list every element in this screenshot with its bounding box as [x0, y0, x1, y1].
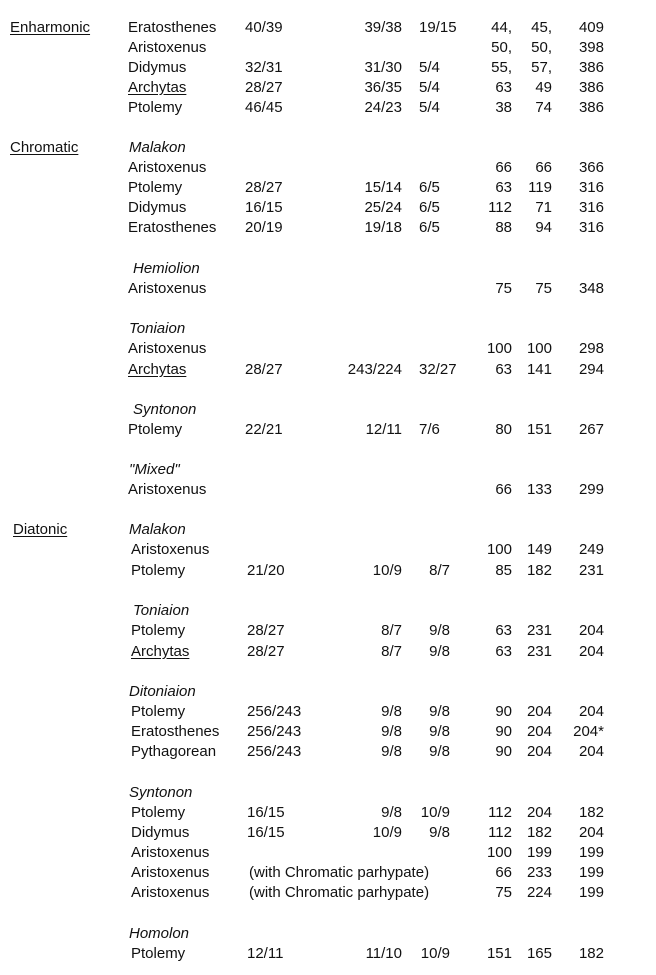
cents-cell: 50, — [531, 39, 552, 56]
cents-cell: 204* — [573, 723, 604, 740]
ratio-cell: 9/8 — [429, 703, 450, 720]
author-cell: Ptolemy — [131, 562, 186, 579]
ratio-cell: 24/23 — [364, 99, 402, 116]
ratio-cell: 16/15 — [245, 199, 283, 216]
author-cell: Archytas — [128, 79, 187, 96]
ratio-cell: 28/27 — [245, 179, 283, 196]
author-cell: Aristoxenus — [131, 884, 210, 901]
cents-cell: 231 — [526, 622, 552, 639]
shade-label: Hemiolion — [133, 260, 200, 277]
cents-cell: 316 — [578, 199, 604, 216]
ratio-cell: 256/243 — [247, 743, 302, 760]
author-cell: Ptolemy — [131, 945, 186, 962]
author-cell: Ptolemy — [131, 804, 186, 821]
cents-cell: 204 — [526, 723, 552, 740]
ratio-cell: 12/11 — [365, 421, 402, 438]
author-cell: Ptolemy — [128, 421, 183, 438]
author-cell: Aristoxenus — [128, 340, 207, 357]
ratio-cell: 9/8 — [429, 643, 450, 660]
cents-cell: 57, — [531, 59, 552, 76]
cents-cell: 49 — [535, 79, 552, 96]
cents-cell: 204 — [578, 743, 604, 760]
cents-cell: 80 — [495, 421, 512, 438]
cents-cell: 149 — [526, 541, 552, 558]
cents-cell: 386 — [578, 59, 604, 76]
ratio-cell: 31/30 — [364, 59, 402, 76]
ratio-cell: 12/11 — [247, 945, 284, 962]
genus-label: Enharmonic — [10, 19, 91, 36]
ratio-cell: 9/8 — [381, 723, 402, 740]
ratio-cell: 5/4 — [419, 99, 440, 116]
cents-cell: 63 — [495, 643, 512, 660]
ratio-cell: 9/8 — [381, 703, 402, 720]
cents-cell: 90 — [495, 743, 512, 760]
ratio-cell: 28/27 — [247, 643, 285, 660]
cents-cell: 66 — [495, 864, 512, 881]
author-cell: Aristoxenus — [131, 844, 210, 861]
ratio-cell: 256/243 — [247, 703, 302, 720]
cents-cell: 151 — [526, 421, 552, 438]
shade-label: Toniaion — [133, 602, 190, 619]
cents-cell: 182 — [526, 562, 552, 579]
cents-cell: 74 — [535, 99, 552, 116]
author-cell: Ptolemy — [128, 99, 183, 116]
cents-cell: 100 — [486, 541, 512, 558]
author-cell: Archytas — [128, 361, 187, 378]
cents-cell: 294 — [578, 361, 604, 378]
cents-cell: 100 — [526, 340, 552, 357]
shade-label: Malakon — [129, 521, 186, 538]
shade-label: Syntonon — [129, 784, 193, 801]
cents-cell: 233 — [526, 864, 552, 881]
cents-cell: 316 — [578, 219, 604, 236]
cents-cell: 299 — [578, 481, 604, 498]
author-cell: Archytas — [131, 643, 190, 660]
cents-cell: 231 — [578, 562, 604, 579]
shade-label: Ditoniaion — [129, 683, 196, 700]
author-cell: Aristoxenus — [131, 541, 210, 558]
ratio-cell: 9/8 — [429, 622, 450, 639]
ratio-cell: 5/4 — [419, 59, 440, 76]
cents-cell: 204 — [526, 804, 552, 821]
cents-cell: 38 — [495, 99, 512, 116]
cents-cell: 204 — [526, 743, 552, 760]
author-cell: Aristoxenus — [128, 481, 207, 498]
ratio-cell: 9/8 — [381, 743, 402, 760]
cents-cell: 366 — [578, 159, 604, 176]
cents-cell: 119 — [528, 179, 552, 196]
ratio-cell: 9/8 — [429, 824, 450, 841]
author-cell: Didymus — [128, 59, 187, 76]
cents-cell: 100 — [486, 844, 512, 861]
cents-cell: 44, — [491, 19, 512, 36]
cents-cell: 66 — [495, 481, 512, 498]
cents-cell: 85 — [495, 562, 512, 579]
author-cell: Pythagorean — [131, 743, 217, 760]
cents-cell: 204 — [578, 643, 604, 660]
cents-cell: 204 — [578, 703, 604, 720]
author-cell: Aristoxenus — [128, 39, 207, 56]
cents-cell: 199 — [578, 864, 604, 881]
genus-label: Chromatic — [10, 139, 79, 156]
author-cell: Aristoxenus — [128, 159, 207, 176]
author-cell: Didymus — [131, 824, 190, 841]
cents-cell: 386 — [578, 79, 604, 96]
ratio-cell: 6/5 — [419, 219, 440, 236]
cents-cell: 141 — [526, 361, 552, 378]
cents-cell: 90 — [495, 703, 512, 720]
ratio-cell: 8/7 — [381, 622, 402, 639]
author-cell: Eratosthenes — [128, 219, 217, 236]
cents-cell: 199 — [578, 884, 604, 901]
ratio-cell: 19/15 — [419, 19, 457, 36]
ratio-cell: 7/6 — [419, 421, 440, 438]
ratio-cell: 6/5 — [419, 179, 440, 196]
cents-cell: 267 — [578, 421, 604, 438]
cents-cell: 75 — [535, 280, 552, 297]
ratio-cell: 16/15 — [247, 824, 285, 841]
cents-cell: 165 — [526, 945, 552, 962]
author-cell: Ptolemy — [131, 703, 186, 720]
author-cell: Aristoxenus — [131, 864, 210, 881]
cents-cell: 112 — [488, 824, 512, 841]
cents-cell: 63 — [495, 622, 512, 639]
cents-cell: 386 — [578, 99, 604, 116]
author-cell: Didymus — [128, 199, 187, 216]
author-cell: Ptolemy — [131, 622, 186, 639]
ratio-cell: 32/31 — [245, 59, 283, 76]
cents-cell: 199 — [526, 844, 552, 861]
shade-label: Homolon — [129, 925, 190, 942]
cents-cell: 50, — [491, 39, 512, 56]
cents-cell: 94 — [535, 219, 552, 236]
cents-cell: 90 — [495, 723, 512, 740]
cents-cell: 63 — [495, 361, 512, 378]
ratio-cell: 46/45 — [245, 99, 283, 116]
ratio-cell: 8/7 — [429, 562, 450, 579]
ratio-cell: 10/9 — [420, 804, 450, 821]
author-cell: Eratosthenes — [128, 19, 217, 36]
cents-cell: 66 — [535, 159, 552, 176]
cents-cell: 224 — [526, 884, 552, 901]
ratio-cell: 10/9 — [420, 945, 450, 962]
cents-cell: 398 — [578, 39, 604, 56]
ratio-cell: 11/10 — [365, 945, 402, 962]
cents-cell: 112 — [488, 804, 512, 821]
cents-cell: 182 — [578, 804, 604, 821]
author-cell: Eratosthenes — [131, 723, 220, 740]
shade-label: Toniaion — [129, 320, 186, 337]
ratio-cell: 25/24 — [364, 199, 402, 216]
cents-cell: 298 — [578, 340, 604, 357]
shade-label: "Mixed" — [129, 461, 180, 478]
cents-cell: 133 — [526, 481, 552, 498]
note-cell: (with Chromatic parhypate) — [249, 884, 430, 901]
author-cell: Ptolemy — [128, 179, 183, 196]
cents-cell: 204 — [526, 703, 552, 720]
cents-cell: 182 — [526, 824, 552, 841]
cents-cell: 204 — [578, 622, 604, 639]
cents-cell: 75 — [495, 884, 512, 901]
ratio-cell: 28/27 — [245, 79, 283, 96]
cents-cell: 204 — [578, 824, 604, 841]
cents-cell: 182 — [578, 945, 604, 962]
author-cell: Aristoxenus — [128, 280, 207, 297]
ratio-cell: 15/14 — [364, 179, 402, 196]
cents-cell: 112 — [488, 199, 512, 216]
cents-cell: 71 — [535, 199, 552, 216]
ratio-cell: 9/8 — [381, 804, 402, 821]
ratio-cell: 21/20 — [247, 562, 285, 579]
ratio-cell: 40/39 — [245, 19, 283, 36]
ratio-cell: 22/21 — [245, 421, 283, 438]
cents-cell: 55, — [491, 59, 512, 76]
cents-cell: 45, — [531, 19, 552, 36]
cents-cell: 249 — [578, 541, 604, 558]
shade-label: Malakon — [129, 139, 186, 156]
ratio-cell: 36/35 — [364, 79, 402, 96]
ratio-cell: 5/4 — [419, 79, 440, 96]
ratio-cell: 243/224 — [347, 361, 402, 378]
ratio-cell: 9/8 — [429, 743, 450, 760]
ratio-cell: 10/9 — [372, 562, 402, 579]
ratio-cell: 28/27 — [247, 622, 285, 639]
shade-label: Syntonon — [133, 401, 197, 418]
ratio-cell: 19/18 — [364, 219, 402, 236]
note-cell: (with Chromatic parhypate) — [249, 864, 430, 881]
cents-cell: 348 — [578, 280, 604, 297]
ratio-cell: 6/5 — [419, 199, 440, 216]
cents-cell: 100 — [486, 340, 512, 357]
cents-cell: 63 — [495, 79, 512, 96]
ratio-cell: 16/15 — [247, 804, 285, 821]
cents-cell: 316 — [578, 179, 604, 196]
genus-label: Diatonic — [13, 521, 68, 538]
ratio-cell: 9/8 — [429, 723, 450, 740]
ratio-cell: 32/27 — [419, 361, 457, 378]
cents-cell: 66 — [495, 159, 512, 176]
ratio-cell: 10/9 — [372, 824, 402, 841]
ratio-cell: 39/38 — [364, 19, 402, 36]
cents-cell: 63 — [495, 179, 512, 196]
ratio-cell: 28/27 — [245, 361, 283, 378]
cents-cell: 88 — [495, 219, 512, 236]
cents-cell: 75 — [495, 280, 512, 297]
cents-cell: 409 — [578, 19, 604, 36]
cents-cell: 151 — [486, 945, 512, 962]
ratio-cell: 8/7 — [381, 643, 402, 660]
cents-cell: 199 — [578, 844, 604, 861]
ratio-cell: 256/243 — [247, 723, 302, 740]
cents-cell: 231 — [526, 643, 552, 660]
ratio-cell: 20/19 — [245, 219, 283, 236]
